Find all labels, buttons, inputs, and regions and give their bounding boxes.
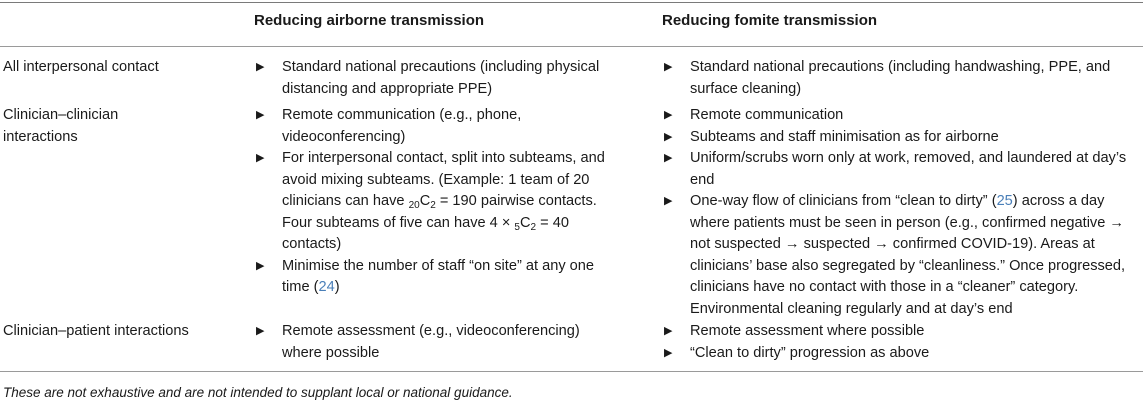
list-item: ▶ For interpersonal contact, split into subteams, and avoid mixing subteams. (Example: 1 team of 20 clinicians can have $_{20}C_2 = 190$ pairwise contacts. Four subteams of five can have $4 \times _5C_2 = 40$ contacts) [256,150,605,252]
list-item: ▶ Remote assessment where possible [662,321,1132,343]
citation-link[interactable]: 25 [996,193,1013,209]
header-fomite: Reducing fomite transmission [662,12,878,29]
table-top-rule [0,2,1143,3]
list-item: ▶ Remote assessment (e.g., videoconferencing) where possible [256,323,580,361]
bullet-arrow-icon: ▶ [256,152,265,164]
header-bottom-rule [0,46,1143,47]
bullet-arrow-icon: ▶ [256,325,265,337]
row3-fomite-list [662,321,1132,364]
table-bottom-rule [0,371,1143,372]
row3-airborne-list [254,321,622,364]
row-label-clinician-patient: Clinician–patient interactions [3,323,189,339]
table-footnote: These are not exhaustive and are not intended to supplant local or national guidance. [3,385,513,400]
list-item: ▶ Minimise the number of staff “on site” at any one time (24) [256,257,595,295]
list-item: ▶ One-way flow of clinicians from “clean to dirty” (25) across a day where patients must be seen in person (e.g., confirmed negative → not suspected → suspected → confirmed COVID-19). Areas at clinicians’ base also segregated by “cleanliness.” Once progressed, clinicians have no contact with those in a “cleaner” category. Environmental cleaning regularly and at day’s end [664,193,1126,317]
list-item: ▶ Subteams and staff minimisation as for airborne [662,127,1132,149]
bullet-arrow-icon: ▶ [664,109,673,121]
row2-fomite-list [662,105,1132,320]
list-item: ▶ Standard national precautions (including physical distancing and appropriate PPE) [256,59,600,97]
bullet-arrow-icon: ▶ [664,346,673,359]
bullet-arrow-icon: ▶ [256,61,265,73]
header-airborne: Reducing airborne transmission [254,12,485,29]
bullet-arrow-icon: ▶ [664,130,673,143]
bullet-arrow-icon: ▶ [664,325,673,337]
citation-link[interactable]: 24 [318,279,335,295]
row2-airborne-list [254,105,622,299]
list-item: ▶ “Clean to dirty” progression as above [662,343,1132,365]
bullet-arrow-icon: ▶ [256,259,265,272]
bullet-arrow-icon: ▶ [664,61,673,73]
bullet-arrow-icon: ▶ [664,152,673,164]
row1-fomite-list [662,57,1132,100]
row1-airborne-list [254,57,622,100]
bullet-arrow-icon: ▶ [664,195,673,207]
list-item: ▶ Uniform/scrubs worn only at work, removed, and laundered at day’s end [664,150,1127,188]
list-item: ▶ Remote communication [662,105,1132,127]
bullet-arrow-icon: ▶ [256,109,265,121]
list-item: ▶ Standard national precautions (including handwashing, PPE, and surface cleaning) [664,59,1111,97]
list-item: ▶ Remote communication (e.g., phone, videoconferencing) [256,107,522,145]
row-label-all-contact: All interpersonal contact [3,59,159,75]
row-label-clinician-clinician: Clinician–clinician interactions [3,107,119,145]
